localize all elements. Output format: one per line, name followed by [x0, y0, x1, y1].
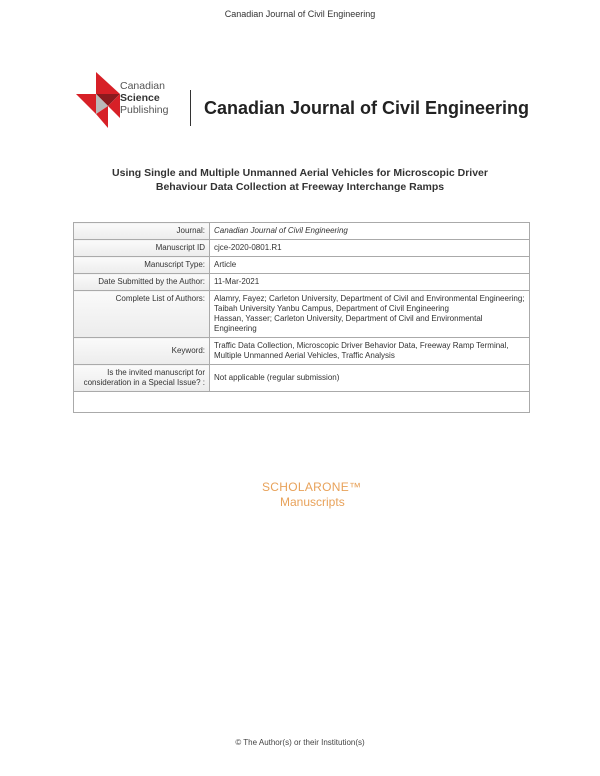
table-row: [74, 240, 530, 257]
publisher-line-3: Publishing: [120, 104, 169, 116]
logo-divider: [190, 90, 191, 126]
csp-logo-icon: [76, 72, 120, 128]
paper-title: Using Single and Multiple Unmanned Aerial Vehicles for Microscopic Driver Behaviour Data Collection at Freeway Interchange Ramps: [112, 167, 488, 193]
table-row: [74, 338, 530, 365]
author-entry: Hassan, Yasser; Carleton University, Department of Civil and Environmental Engineering: [214, 314, 483, 333]
table-row: [74, 223, 530, 240]
date-submitted-value: 11-Mar-2021: [210, 274, 530, 291]
special-issue-value: Not applicable (regular submission): [210, 365, 530, 392]
manuscript-info-table: [73, 222, 530, 413]
publisher-line-2: Science: [120, 92, 160, 104]
author-entry: Alamry, Fayez; Carleton University, Department of Civil and Environmental Engineering; Taibah University Yanbu Campus, Department of Civil Engineering: [214, 294, 525, 313]
manuscript-type-label: Manuscript Type:: [74, 257, 210, 274]
scholarone-wordmark: SCHOLARONE™: [262, 480, 362, 494]
table-row: [74, 257, 530, 274]
copyright-footer: © The Author(s) or their Institution(s): [235, 738, 365, 747]
keyword-label: Keyword:: [74, 338, 210, 365]
authors-value: [210, 291, 530, 338]
journal-logo: [76, 72, 530, 128]
scholarone-logo: [262, 480, 361, 510]
running-header: Canadian Journal of Civil Engineering: [224, 9, 376, 19]
scholarone-subtitle: Manuscripts: [280, 495, 345, 509]
journal-brand-name: Canadian Journal of Civil Engineering: [204, 98, 530, 118]
publisher-name: [120, 80, 168, 116]
manuscript-type-value: Article: [210, 257, 530, 274]
table-row: [74, 274, 530, 291]
journal-value: Canadian Journal of Civil Engineering: [210, 223, 530, 240]
keyword-value: Traffic Data Collection, Microscopic Driver Behavior Data, Freeway Ramp Terminal, Multiple Unmanned Aerial Vehicles, Traffic Analysis: [210, 338, 530, 365]
journal-label: Journal:: [74, 223, 210, 240]
date-submitted-label: Date Submitted by the Author:: [74, 274, 210, 291]
empty-row: [74, 392, 530, 413]
authors-label: Complete List of Authors:: [74, 291, 210, 338]
publisher-line-1: Canadian: [120, 80, 165, 92]
table-row: [74, 291, 530, 338]
table-row: [74, 392, 530, 413]
manuscript-id-label: Manuscript ID: [74, 240, 210, 257]
special-issue-label: Is the invited manuscript for consideration in a Special Issue? :: [74, 365, 210, 392]
table-row: [74, 365, 530, 392]
manuscript-id-value: cjce-2020-0801.R1: [210, 240, 530, 257]
